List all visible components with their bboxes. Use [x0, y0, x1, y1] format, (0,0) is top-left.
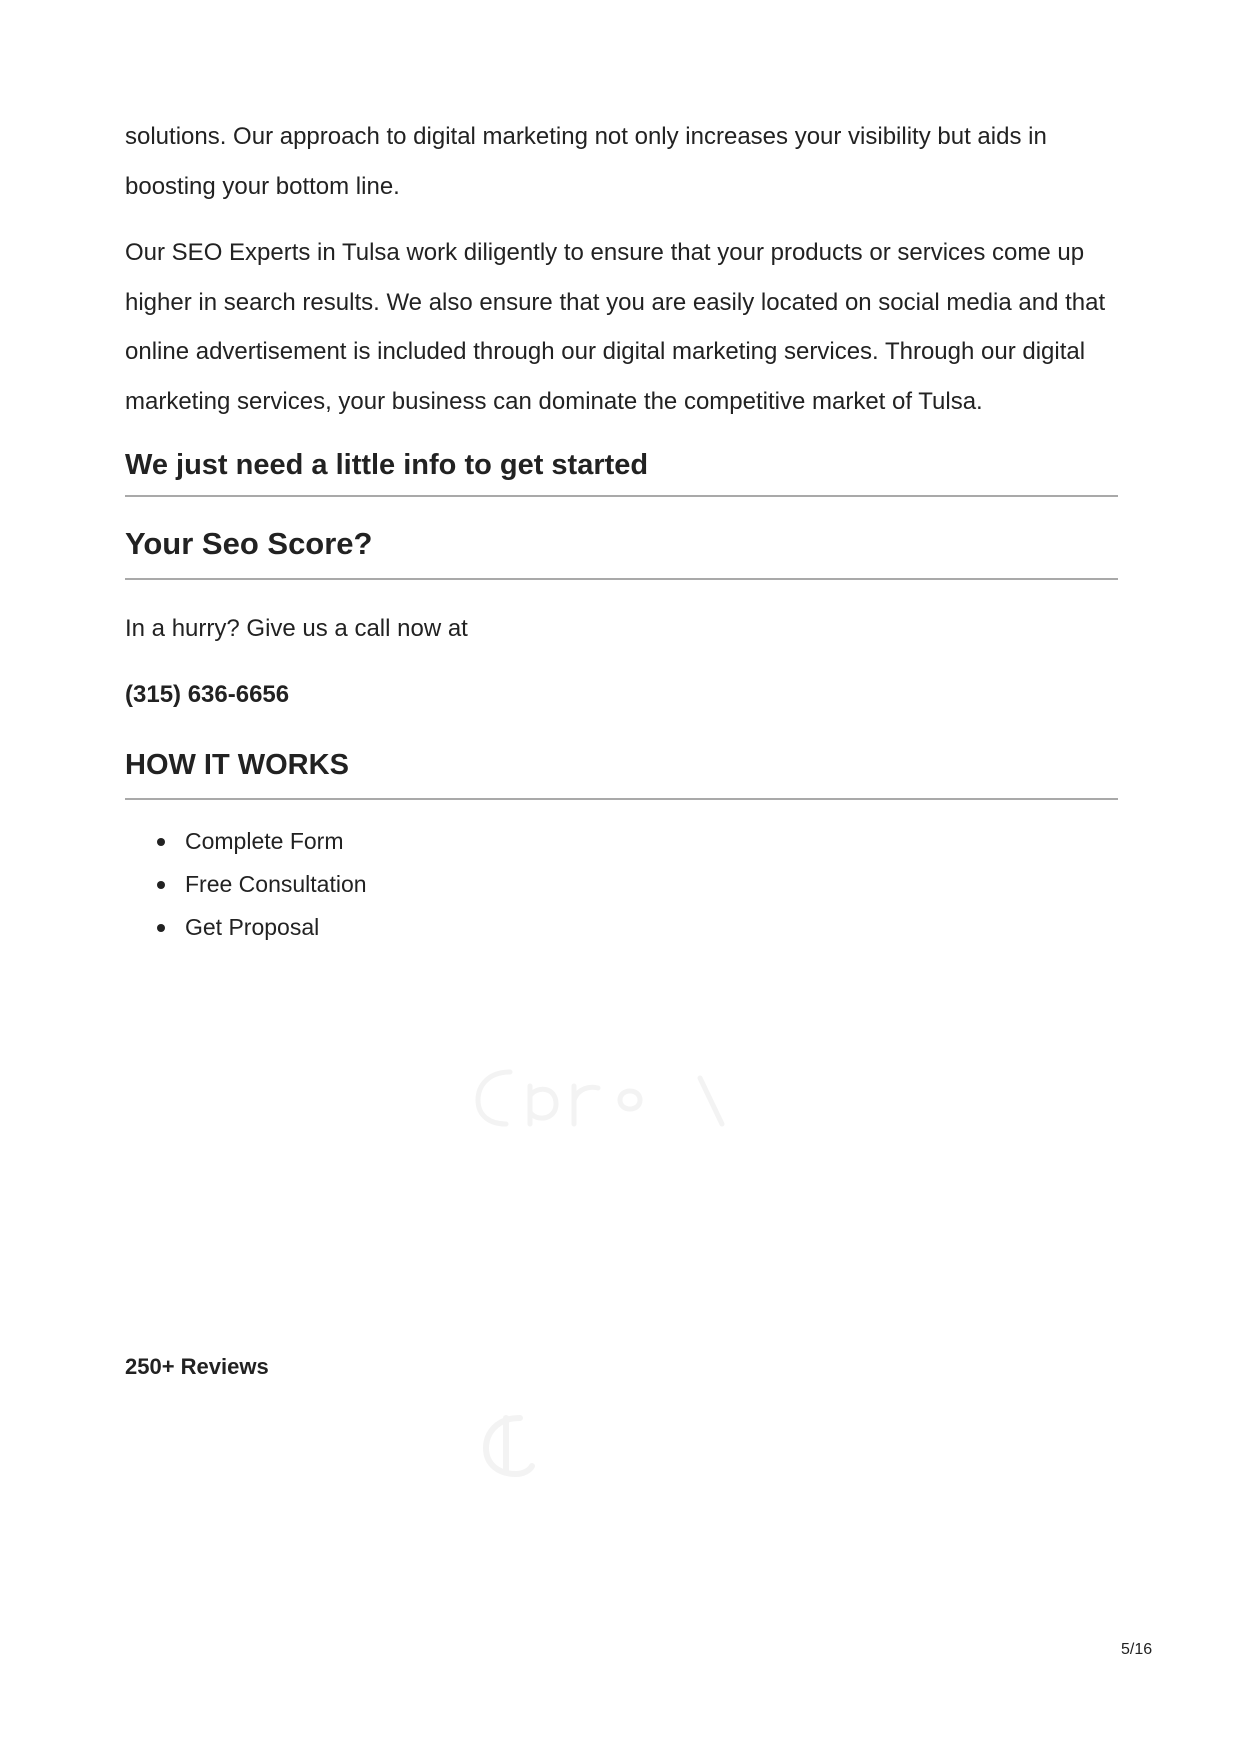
hurry-text: In a hurry? Give us a call now at — [125, 615, 468, 642]
seo-score-heading: Your Seo Score? — [125, 524, 1118, 580]
steps-list — [125, 827, 1118, 941]
info-heading: We just need a little info to get started — [125, 446, 1118, 497]
step-label: Complete Form — [185, 828, 344, 854]
bullet-icon — [157, 838, 165, 846]
how-it-works-heading: HOW IT WORKS — [125, 746, 1118, 800]
bullet-icon — [157, 924, 165, 932]
step-label: Get Proposal — [185, 914, 320, 940]
list-item — [157, 913, 1118, 941]
faint-g-logo-image — [480, 1410, 570, 1480]
step-label: Free Consultation — [185, 871, 367, 897]
bullet-icon — [157, 881, 165, 889]
phone-number[interactable]: (315) 636-6656 — [125, 681, 290, 708]
document-content — [125, 112, 1118, 956]
faint-logo-image — [470, 1060, 770, 1130]
intro-paragraph: solutions. Our approach to digital marketing not only increases your visibility but aids in boosting your bottom line. — [125, 123, 1047, 200]
list-item — [157, 870, 1118, 898]
seo-experts-paragraph: Our SEO Experts in Tulsa work diligently to ensure that your products or services come up higher in search results. We also ensure that you are easily located on social media and that online advertisement is included through our digital marketing services. Through our digital marketing services, your business can dominate the competitive market of Tulsa. — [125, 239, 1106, 415]
reviews-count: 250+ Reviews — [125, 1354, 269, 1379]
page-number: 5/16 — [1121, 1641, 1153, 1658]
list-item — [157, 827, 1118, 855]
